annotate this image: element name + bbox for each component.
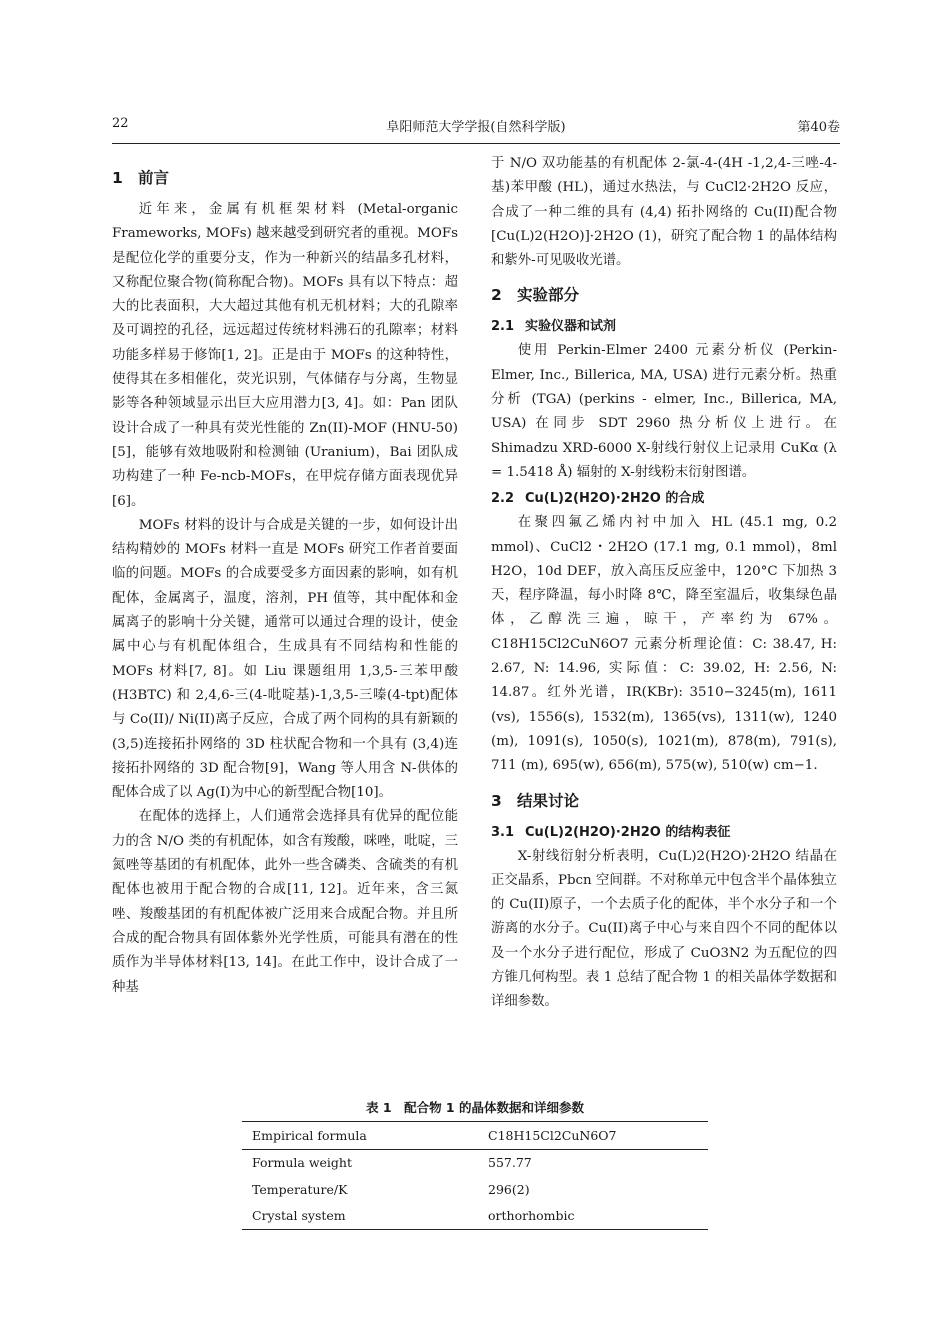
page-number: 22 bbox=[112, 116, 129, 131]
right-column bbox=[491, 152, 837, 1015]
subsection-3-1-heading bbox=[491, 821, 837, 845]
paragraph: 近年来，金属有机框架材料 (Metal-organic Frameworks, MOFs) 越来越受到研究者的重视。MOFs 是配位化学的重要分支，作为一种新兴的结晶多孔材料，又称配位聚合物(简称配合物)。MOFs 具有以下特点：超大的比表面积，大大超过其他有机无机材料；大的孔隙率及可调控的孔径，远远超过传统材料沸石的孔隙率；材料功能多样易于修饰[1, 2]。正是由于 MOFs 的这种特性，使得其在多相催化，荧光识别，气体储存与分离，生物显影等各种领域显示出巨大应用潜力[3, 4]。如：Pan 团队设计合成了一种具有荧光性能的 Zn(II)-MOF (HNU-50)[5]，能够有效地吸附和检测铀 (Uranium)，Bai 团队成功构建了一种 Fe-ncb-MOFs，在甲烷存储方面表现优异[6]。 bbox=[112, 202, 458, 509]
table-row bbox=[242, 1203, 708, 1230]
table-cell-label: Empirical formula bbox=[242, 1122, 468, 1150]
subsection-title: Cu(L)2(H2O)·2H2O 的合成 bbox=[525, 491, 705, 507]
table-cell-label: Formula weight bbox=[252, 1155, 352, 1171]
subsection-2-1-heading bbox=[491, 315, 837, 339]
table-cell-value: 296(2) bbox=[488, 1181, 530, 1197]
section-title: 结果讨论 bbox=[517, 791, 580, 810]
paragraph: X-射线衍射分析表明，Cu(L)2(H2O)·2H2O 结晶在正交晶系，Pbcn 空间群。不对称单元中包含半个晶体独立的 Cu(II)原子，一个去质子化的配体，半个水分子和一个游离的水分子。Cu(II)离子中心与来自四个不同的配体以及一个水分子进行配位，形成了 CuO3N2 为五配位的四方锥几何构型。表 1 总结了配合物 1 的相关晶体学数据和详细参数。 bbox=[491, 848, 837, 1010]
subsection-2-2-heading bbox=[491, 487, 837, 511]
subsection-title: 实验仪器和试剂 bbox=[525, 319, 617, 335]
subsection-title: Cu(L)2(H2O)·2H2O 的结构表征 bbox=[525, 824, 731, 840]
section-number: 1 bbox=[112, 169, 123, 187]
paragraph: MOFs 材料的设计与合成是关键的一步，如何设计出结构精妙的 MOFs 材料一直是 MOFs 研究工作者首要面临的问题。MOFs 的合成要受多方面因素的影响，如有机配体，金属离子，温度，溶剂，PH 值等，其中配体和金属离子的影响十分关键，通常可以通过合理的设计，使金属中心与有机配体组合，生成具有不同结构和性能的 MOFs 材料[7, 8]。如 Liu 课题组用 1,3,5-三苯甲酸 (H3BTC) 和 2,4,6-三(4-吡啶基)-1,3,5-三嗪(4-tpt)配体与 Co(II)/ Ni(II)离子反应，合成了两个同构的具有新颖的(3,5)连接拓扑网络的 3D 柱状配合物和一个具有 (3,4)连接拓扑网络的 3D 配合物[9]，Wang 等人用含 N-供体的配体合成了以 Ag(I)为中心的新型配合物[10]。 bbox=[112, 517, 458, 801]
section-number: 2 bbox=[491, 286, 502, 305]
running-header bbox=[112, 116, 840, 138]
crystal-data-table bbox=[242, 1121, 708, 1230]
section-3-heading bbox=[491, 789, 837, 813]
paragraph: 在聚四氟乙烯内衬中加入 HL (45.1 mg, 0.2 mmol)、CuCl2・2H2O (17.1 mg, 0.1 mmol)，8ml H2O，10d DEF，放入高压反应釜中，120°C 下加热 3 天，程序降温，每小时降 8℃，降至室温后，收集绿色晶体，乙醇洗三遍，晾干，产率约为 67%。C18H15Cl2CuN6O7 元素分析理论值：C: 38.47, H: 2.67, N: 14.96, 实际值：C: 39.02, H: 2.56, N: 14.87。红外光谱，IR(KBr): 3510−3245(m), 1611 (vs), 1556(s), 1532(m), 1365(vs), 1311(w), 1240 (m), 1091(s), 1050(s), 1021(m), 878(m), 791(s), 711 (m), 695(w), 656(m), 575(w), 510(w) cm−1. bbox=[491, 515, 837, 774]
section-2-heading bbox=[491, 283, 837, 307]
paragraph: 于 N/O 双功能基的有机配体 2-氯-4-(4H -1,2,4-三唑-4-基)苯甲酸 (HL)，通过水热法，与 CuCl2·2H2O 反应，合成了一种二维的具有 (4,4) 拓扑网络的 Cu(II)配合物[Cu(L)2(H2O)]·2H2O (1)，研究了配合物 1 的晶体结构和紫外-可见吸收光谱。 bbox=[491, 156, 837, 269]
left-column bbox=[112, 152, 458, 1000]
volume-label: 第40卷 bbox=[797, 120, 840, 135]
table-cell-value: C18H15Cl2CuN6O7 bbox=[468, 1122, 708, 1150]
section-number: 3 bbox=[491, 791, 502, 810]
table-caption: 表 1 配合物 1 的晶体数据和详细参数 bbox=[366, 1100, 584, 1115]
subsection-number: 2.1 bbox=[491, 319, 515, 335]
subsection-number: 2.2 bbox=[491, 491, 515, 507]
section-title: 实验部分 bbox=[517, 286, 580, 305]
journal-title: 阜阳师范大学学报(自然科学版) bbox=[386, 120, 566, 135]
section-1-heading bbox=[112, 166, 458, 190]
table-row bbox=[242, 1122, 708, 1150]
paragraph: 在配体的选择上，人们通常会选择具有优异的配位能力的含 N/O 类的有机配体，如含有羧酸，咪唑，吡啶，三氮唑等基团的有机配体，此外一些含磷类、含硫类的有机配体也被用于配合物的合成[11, 12]。近年来，含三氮唑、羧酸基团的有机配体被广泛用来合成配合物。并且所合成的配合物具有固体紫外光学性质，可能具有潜在的性质作为半导体材料[13, 14]。在此工作中，设计合成了一种基 bbox=[112, 809, 458, 995]
section-title: 前言 bbox=[138, 169, 170, 187]
table-cell-value: 557.77 bbox=[488, 1155, 532, 1171]
table-cell-label: Crystal system bbox=[252, 1208, 346, 1224]
header-rule bbox=[112, 143, 840, 144]
table-row bbox=[242, 1149, 708, 1176]
paragraph: 使用 Perkin-Elmer 2400 元素分析仪 (Perkin-Elmer, Inc., Billerica, MA, USA) 进行元素分析。热重分析 (TGA) (perkins - elmer, Inc., Billerica, MA, USA) 在同步 SDT 2960 热分析仪上进行。在 Shimadzu XRD-6000 X-射线行射仪上记录用 CuKα (λ = 1.5418 Å) 辐射的 X-射线粉末衍射图谱。 bbox=[491, 343, 837, 480]
subsection-number: 3.1 bbox=[491, 824, 515, 840]
table-cell-label: Temperature/K bbox=[252, 1181, 348, 1197]
table-row bbox=[242, 1176, 708, 1203]
table-cell-value: orthorhombic bbox=[488, 1208, 575, 1224]
